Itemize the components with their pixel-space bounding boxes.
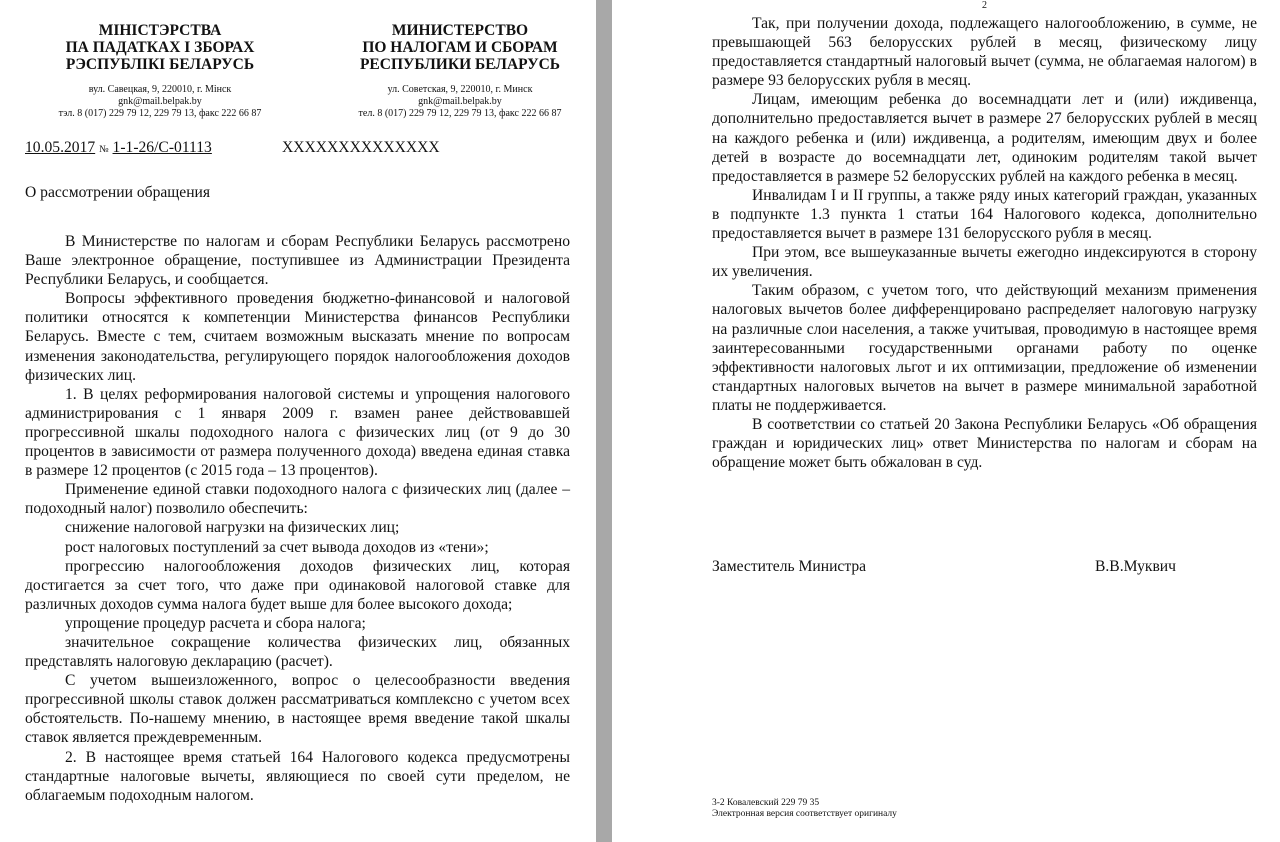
paragraph: Инвалидам I и II группы, а также ряду иных категорий граждан, указанных в подпункте 1.3 пункта 1 статьи 164 Налогового кодекса, дополнительно предоставляется вычет в размере 131 белорусского рубля в месяц. xyxy=(712,186,1257,243)
email: gnk@mail.belpak.by xyxy=(418,96,502,107)
paragraph: В Министерстве по налогам и сборам Республики Беларусь рассмотрено Ваше электронное обращение, поступившее из Администрации Президента Республики Беларусь, и сообщается. xyxy=(25,233,570,289)
paragraph: Лицам, имеющим ребенка до восемнадцати лет и (или) иждивенца, дополнительно предоставляется вычет в размере 27 белорусских рублей в месяц на каждого ребенка и (или) иждивенца, а родителям, имеющим двух и более детей в возрасте до восемнадцати лет, одиноким родителям такой вычет предоставляется в размере 52 белорусских рублей на каждого ребенка в месяц. xyxy=(712,91,1257,185)
email: gnk@mail.belpak.by xyxy=(118,96,202,107)
letter-date: 10.05.2017 xyxy=(25,139,96,156)
list-item: упрощение процедур расчета и сбора налога; xyxy=(65,614,366,632)
paragraph: 2. В настоящее время статьей 164 Налогового кодекса предусмотрены стандартные налоговые вычеты, являющиеся по своей сути пределом, не облагаемым подоходным налогом. xyxy=(25,748,570,804)
address-belarusian xyxy=(20,84,300,120)
header-line: РЭСПУБЛІКІ БЕЛАРУСЬ xyxy=(65,56,255,73)
paragraph: Применение единой ставки подоходного налога с физических лиц (далее – подоходный налог) позволило обеспечить: xyxy=(25,481,570,518)
header-line: ПА ПАДАТКАХ І ЗБОРАХ xyxy=(65,39,255,56)
document-page-1 xyxy=(0,0,596,842)
list-item: рост налоговых поступлений за счет вывода доходов из «тени»; xyxy=(65,538,489,556)
header-line: МІНІСТЭРСТВА xyxy=(98,22,222,39)
header-line: ПО НАЛОГАМ И СБОРАМ xyxy=(362,39,558,56)
header-belarusian xyxy=(40,22,280,73)
subject: О рассмотрении обращения xyxy=(25,184,211,201)
letter-number: 1-1-26/С-01113 xyxy=(112,139,212,156)
address-line: вул. Савецкая, 9, 220010, г. Мінск xyxy=(88,84,232,95)
paragraph: В соответствии со статьей 20 Закона Республики Беларусь «Об обращения граждан и юридических лиц» ответ Министерства по налогам и сборам на обращение может быть обжалован в суд. xyxy=(712,415,1257,472)
phone: тэл. 8 (017) 229 79 12, 229 79 13, факс 222 66 87 xyxy=(58,108,262,119)
electronic-copy-note: Электронная версия соответствует оригиналу xyxy=(712,808,897,819)
signer-title: Заместитель Министра xyxy=(712,558,867,575)
paragraph: С учетом вышеизложенного, вопрос о целесообразности введения прогрессивной школы ставок должен рассматриваться комплексно с учетом всех обстоятельств. По-нашему мнению, в настоящее время введение такой шкалы ставок является преждевременным. xyxy=(25,672,570,747)
address-russian xyxy=(320,84,600,120)
paragraph: При этом, все вышеуказанные вычеты ежегодно индексируются в сторону их увеличения. xyxy=(712,244,1257,281)
header-russian xyxy=(340,22,580,73)
signer-name: В.В.Муквич xyxy=(1095,558,1176,575)
list-item: значительное сокращение количества физических лиц, обязанных представлять налоговую декларацию (расчет). xyxy=(25,633,570,671)
page-number: 2 xyxy=(982,0,987,11)
list-item: прогрессию налогообложения доходов физических лиц, которая достигается за счет того, что даже при одинаковой налоговой ставке для различных доходов сумма налога будет выше для более высокого дохода; xyxy=(25,557,570,613)
page2-body xyxy=(712,14,1257,472)
phone: тел. 8 (017) 229 79 12, 229 79 13, факс 222 66 87 xyxy=(358,108,562,119)
paragraph: 1. В целях реформирования налоговой системы и упрощения налогового администрирования с 1 января 2009 г. взамен ранее действовавшей прогрессивной шкалы подоходного налога с физических лиц (от 9 до 30 процентов в зависимости от размера полученного дохода) введена единая ставка в размере 12 процентов (с 2015 года – 13 процентов). xyxy=(25,385,570,480)
paragraph: Так, при получении дохода, подлежащего налогообложению, в сумме, не превышающей 563 белорусских рублей в месяц, физическому лицу предоставляется стандартный налоговый вычет (сумма, не облагаемая налогом) в размере 93 белорусских рубля в месяц. xyxy=(712,15,1257,90)
list-item: снижение налоговой нагрузки на физических лиц; xyxy=(65,519,400,537)
registration-line xyxy=(25,139,212,157)
header-line: РЕСПУБЛИКИ БЕЛАРУСЬ xyxy=(359,56,561,73)
paragraph: Таким образом, с учетом того, что действующий механизм применения налоговых вычетов более дифференцировано распределяет налоговую нагрузку на различные слои населения, а также учитывая, проводимую в настоящее время заинтересованными государственными органами работу по оценке эффективности налоговых льгот и их оптимизации, предложение об изменении стандартных налоговых вычетов на вычет в размере минимальной заработной платы не поддерживается. xyxy=(712,282,1257,414)
executor: 3-2 Ковалевский 229 79 35 xyxy=(712,798,820,808)
paragraph: Вопросы эффективного проведения бюджетно-финансовой и налоговой политики относятся к компетенции Министерства финансов Республики Беларусь. Вместе с тем, считаем возможным высказать мнение по вопросам изменения законодательства, регулирующего порядок налогообложения доходов физических лиц. xyxy=(25,290,570,384)
recipient: XXXXXXXXXXXXXX xyxy=(282,139,440,156)
page1-body xyxy=(25,232,570,805)
header-line: МИНИСТЕРСТВО xyxy=(391,22,529,39)
document-page-2 xyxy=(612,0,1280,842)
address-line: ул. Советская, 9, 220010, г. Минск xyxy=(387,84,533,95)
number-sign: № xyxy=(99,144,109,155)
footer-note xyxy=(712,798,897,819)
